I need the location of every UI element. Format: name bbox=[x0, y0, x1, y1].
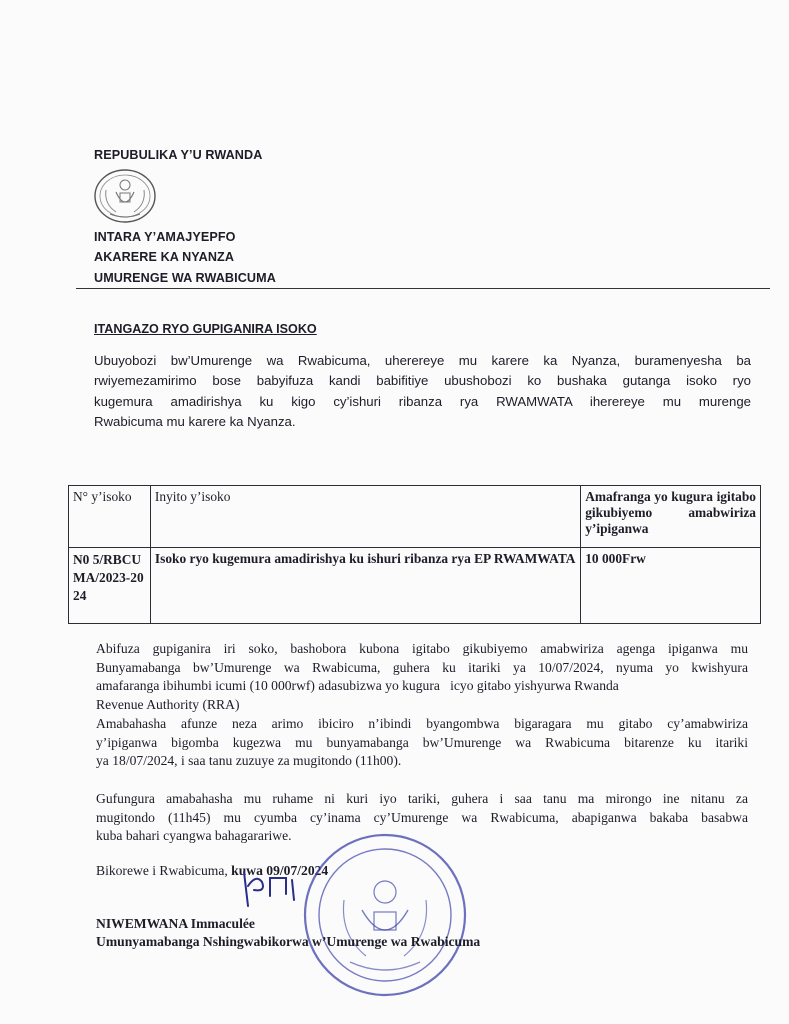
body-line: Revenue Authority (RRA) bbox=[96, 696, 240, 712]
district-heading: AKARERE KA NYANZA bbox=[94, 250, 235, 264]
table-row bbox=[69, 548, 761, 624]
cell-tender-description: Isoko ryo kugemura amadirishya ku ishuri ribanza rya EP RWAMWATA bbox=[150, 548, 580, 624]
notice-title: ITANGAZO RYO GUPIGANIRA ISOKO bbox=[94, 322, 317, 336]
handwritten-signature-icon bbox=[240, 866, 310, 916]
body-line: Gufungura amabahasha mu ruhame ni kuri iyo tariki, guhera i saa tanu ma mirongo ine nitanu za bbox=[96, 791, 748, 806]
table-header-row bbox=[69, 486, 761, 548]
tender-table bbox=[68, 485, 761, 624]
body-line: mugitondo (11h45) mu cyumba cy’inama cy’Umurenge wa Rwabicuma, abapiganwa bakaba basabwa bbox=[96, 809, 748, 825]
body-line: amafaranga ibihumbi icumi (10 000rwf) adasubizwa yo kugura icyo gitabo yishyurwa Rwanda bbox=[96, 678, 619, 693]
intro-line: Ubuyobozi bw’Umurenge wa Rwabicuma, uherereye mu karere ka Nyanza, buramenyesha ba bbox=[94, 353, 751, 368]
purchase-paragraph bbox=[96, 640, 748, 714]
body-line: ya 18/07/2024, i saa tanu zuzuye za mugitondo (11h00). bbox=[96, 753, 402, 768]
body-line: Abifuza gupiganira iri soko, bashobora kubona igitabo gikubiyemo amabwiriza agenga ipiganwa mu bbox=[96, 641, 748, 656]
intro-line: kugemura amadirishya ku kigo cy’ishuri ribanza rya RWAMWATA iherereye mu murenge bbox=[94, 393, 751, 409]
intro-line: rwiyemezamirimo bose babyifuza kandi babifitiye ubushobozi ko bushaka gutanga isoko ryo bbox=[94, 373, 751, 389]
place-prefix: Bikorewe i Rwabicuma, bbox=[96, 863, 232, 878]
header-cell-number: N° y’isoko bbox=[69, 486, 151, 548]
body-line: y’ipiganwa bigomba kugezwa mu bunyamabanga bw’Umurenge wa Rwabicuma bitarenze ku itariki bbox=[96, 734, 748, 750]
sector-heading: UMURENGE WA RWABICUMA bbox=[94, 271, 276, 285]
header-divider bbox=[76, 288, 770, 289]
cell-tender-price: 10 000Frw bbox=[581, 548, 761, 624]
body-line: Amabahasha afunze neza arimo ibiciro n’ibindi byangombwa bigaragara mu gitabo cy’amabwiriza bbox=[96, 716, 748, 731]
intro-paragraph bbox=[94, 351, 751, 433]
rwanda-coat-of-arms-icon bbox=[92, 168, 158, 224]
header-cell-description: Inyito y’isoko bbox=[150, 486, 580, 548]
body-line: Bunyamabanga bw’Umurenge wa Rwabicuma, guhera ku itariki ya 10/07/2024, nyuma yo kwishyura bbox=[96, 659, 748, 675]
intro-line: Rwabicuma mu karere ka Nyanza. bbox=[94, 414, 296, 430]
signatory-title: Umunyamabanga Nshingwabikorwa w’Umurenge wa Rwabicuma bbox=[96, 934, 481, 949]
province-heading: INTARA Y’AMAJYEPFO bbox=[94, 230, 236, 244]
header-cell-price: Amafranga yo kugura igitabo gikubiyemo amabwiriza y’ipiganwa bbox=[581, 486, 761, 548]
submission-paragraph bbox=[96, 715, 748, 771]
issue-date: kuwa 09/07/2024 bbox=[231, 863, 329, 878]
republic-heading: REPUBULIKA Y’U RWANDA bbox=[94, 148, 263, 162]
body-line: kuba bahari cyangwa bahagarariwe. bbox=[96, 828, 292, 843]
signatory-name: NIWEMWANA Immaculée bbox=[96, 916, 255, 931]
official-stamp-icon bbox=[300, 830, 470, 1000]
cell-tender-number: N0 5/RBCUMA/2023-2024 bbox=[69, 548, 151, 624]
